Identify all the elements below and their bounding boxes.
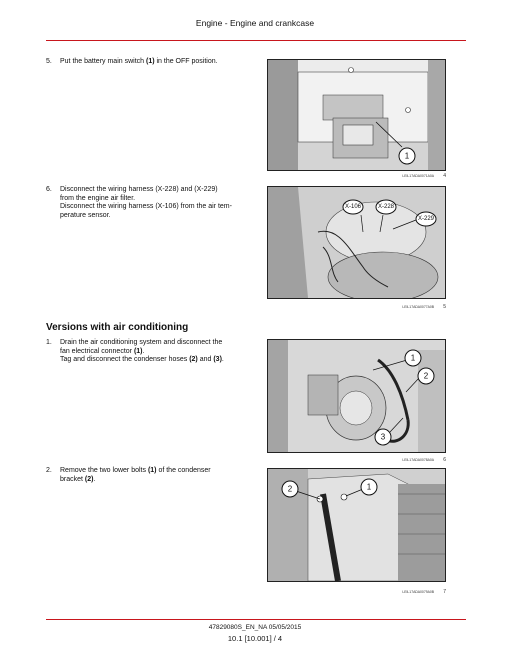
step-text-line bbox=[60, 186, 232, 195]
step-number: 6. bbox=[46, 186, 52, 193]
step-text-run: fan electrical connector bbox=[60, 347, 134, 355]
figure-condenser-hoses bbox=[267, 339, 446, 453]
callout-reference: (3) bbox=[213, 356, 222, 364]
step-text-line bbox=[60, 58, 218, 67]
step-text-line bbox=[60, 348, 224, 357]
step-text bbox=[60, 339, 224, 364]
step-text-run: . bbox=[142, 347, 145, 355]
step-6 bbox=[46, 186, 256, 220]
step-text-run: Drain the air conditioning system and disconnect the bbox=[60, 339, 223, 346]
step-number: 1. bbox=[46, 339, 52, 346]
section-heading: Versions with air conditioning bbox=[46, 322, 189, 333]
figure-ref: LEIL17ADA0079A0B bbox=[402, 590, 434, 594]
figure-condenser-bracket bbox=[267, 468, 446, 582]
figure-ref: LEIL17ADA0078A0A bbox=[402, 458, 434, 462]
step-text-run: of the condenser bbox=[156, 467, 211, 474]
callout-reference: (2) bbox=[189, 356, 198, 364]
callout-label: 2 bbox=[423, 371, 429, 381]
step-text-line bbox=[60, 339, 224, 348]
step-text-run: Tag and disconnect the condenser hoses bbox=[60, 356, 190, 364]
footer-document-id: 47829080S_EN_NA 05/05/2015 bbox=[208, 624, 302, 631]
step-text-run: and bbox=[197, 356, 214, 364]
step-text-run: Disconnect the wiring harness (X-106) from the air tem- bbox=[60, 203, 232, 211]
step-text-run: Remove the two lower bolts bbox=[60, 467, 148, 474]
callout-label: 2 bbox=[287, 484, 293, 494]
step-text-run: . bbox=[221, 356, 224, 364]
callout-label: 3 bbox=[380, 432, 386, 442]
step-text-line bbox=[60, 212, 232, 221]
step-text bbox=[60, 467, 211, 483]
figure-ref: LEIL17ADA0077A0B bbox=[402, 305, 434, 309]
step-number: 2. bbox=[46, 467, 52, 474]
step-text bbox=[60, 58, 218, 65]
footer-page-number: 10.1 [10.001] / 4 bbox=[227, 634, 283, 643]
figure-number: 5 bbox=[443, 304, 446, 310]
step-2 bbox=[46, 467, 256, 484]
callout-label: 1 bbox=[366, 482, 372, 492]
step-text-run: . bbox=[93, 475, 96, 483]
callout-label: X-106 bbox=[344, 204, 362, 210]
callout-label: 1 bbox=[410, 353, 416, 363]
callout-reference: (1) bbox=[133, 347, 143, 355]
callout-label: X-228 bbox=[377, 204, 395, 210]
step-number: 5. bbox=[46, 58, 52, 65]
callout-label: 1 bbox=[404, 151, 410, 161]
step-text-run: bracket bbox=[60, 475, 85, 483]
figure-number: 7 bbox=[443, 589, 446, 595]
step-text-line bbox=[60, 476, 211, 485]
step-5 bbox=[46, 58, 256, 67]
page-header-title: Engine - Engine and crankcase bbox=[195, 18, 315, 28]
callout-reference: (1) bbox=[145, 58, 155, 65]
figure-wiring-harness bbox=[267, 186, 446, 299]
callout-reference: (2) bbox=[84, 475, 94, 483]
step-1 bbox=[46, 339, 256, 365]
step-text bbox=[60, 186, 232, 219]
step-text-run: Put the battery main switch bbox=[60, 58, 146, 65]
figure-battery-switch bbox=[267, 59, 446, 171]
callout-reference: (1) bbox=[147, 467, 157, 474]
step-text-run: in the OFF position. bbox=[154, 58, 218, 65]
step-text-line bbox=[60, 203, 232, 212]
step-text-line bbox=[60, 195, 232, 204]
footer-divider bbox=[46, 619, 466, 620]
callout-label: X-229 bbox=[417, 216, 435, 222]
step-text-run: Disconnect the wiring harness (X-228) and (X-229) bbox=[60, 186, 218, 193]
figure-number: 6 bbox=[443, 457, 446, 463]
step-text-line bbox=[60, 356, 224, 365]
step-text-run: from the engine air filter. bbox=[60, 194, 136, 202]
step-text-run: perature sensor. bbox=[60, 211, 111, 219]
header-divider bbox=[46, 40, 466, 41]
figure-number: 4 bbox=[443, 173, 446, 179]
figure-ref: LEIL17ADA0071A0A bbox=[402, 174, 434, 178]
step-text-line bbox=[60, 467, 211, 476]
